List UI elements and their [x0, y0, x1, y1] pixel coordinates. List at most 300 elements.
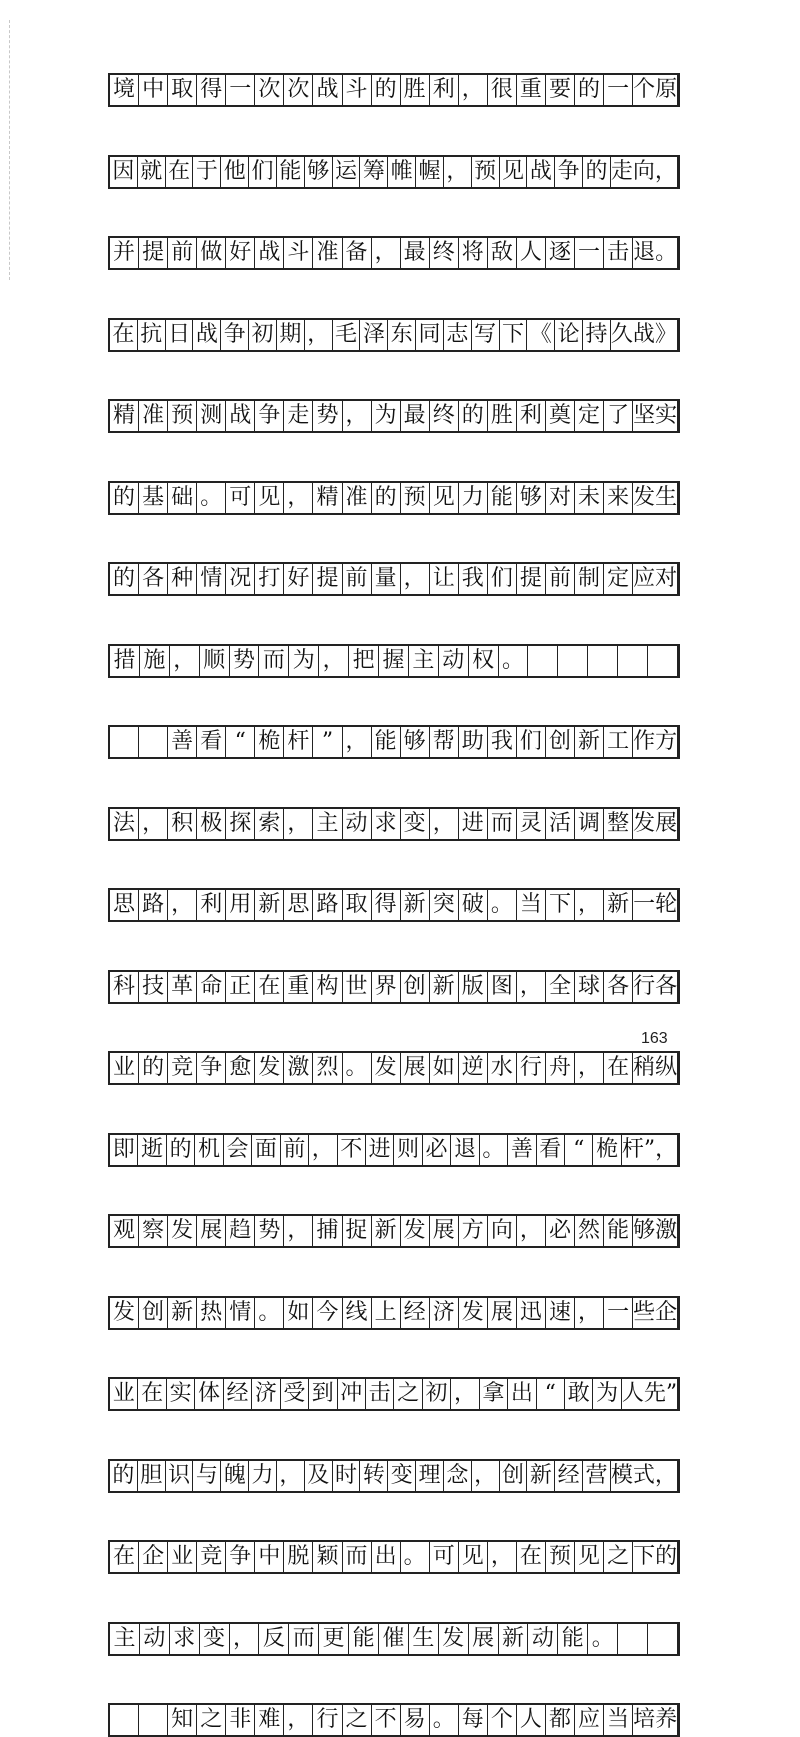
- grid-cell: ，: [305, 320, 333, 350]
- grid-cell: 创: [500, 1461, 528, 1491]
- grid-cell: 争: [555, 157, 583, 187]
- grid-cell: 前: [343, 564, 372, 594]
- grid-cell: 的: [459, 401, 488, 431]
- grid-row: [108, 1377, 680, 1411]
- grid-cell: 。: [401, 1542, 430, 1572]
- grid-row: [108, 1540, 680, 1574]
- grid-cell: 逐: [546, 238, 575, 268]
- grid-cell: 人: [517, 238, 546, 268]
- grid-cell: 一: [604, 1298, 633, 1328]
- grid-cell: 他: [221, 157, 249, 187]
- grid-row: [108, 1703, 680, 1737]
- grid-row: [108, 644, 680, 678]
- grid-cell: 生: [409, 1624, 439, 1654]
- grid-cell: 日: [166, 320, 194, 350]
- grid-cell: 机: [195, 1135, 223, 1165]
- grid-cell: 写: [472, 320, 500, 350]
- grid-cell: 未: [575, 483, 604, 513]
- grid-cell: 终: [430, 401, 459, 431]
- grid-cell: 观: [110, 1216, 139, 1246]
- grid-cell: 行: [517, 1053, 546, 1083]
- grid-cell: 发: [255, 1053, 284, 1083]
- grid-cell: 利: [430, 75, 459, 105]
- grid-row: [108, 399, 680, 433]
- grid-cell: 志: [444, 320, 472, 350]
- grid-cell: 在: [255, 972, 284, 1002]
- grid-row: [108, 1622, 680, 1656]
- manuscript-grid: [108, 73, 680, 1737]
- grid-cell: 发: [372, 1053, 401, 1083]
- grid-cell: 助: [459, 727, 488, 757]
- grid-cell: 定: [575, 401, 604, 431]
- grid-cell: 经: [555, 1461, 583, 1491]
- grid-cell: 运: [333, 157, 361, 187]
- grid-cell: 。: [197, 483, 226, 513]
- grid-cell: 发: [401, 1216, 430, 1246]
- grid-cell: 胜: [488, 401, 517, 431]
- grid-cell: 作方: [633, 727, 678, 757]
- grid-cell: 不: [372, 1705, 401, 1735]
- grid-cell: 前: [546, 564, 575, 594]
- grid-cell: 如: [430, 1053, 459, 1083]
- grid-cell: 路: [313, 890, 342, 920]
- grid-cell: 动: [140, 1624, 170, 1654]
- grid-cell: 线: [343, 1298, 372, 1328]
- grid-cell: 新: [430, 972, 459, 1002]
- grid-cell: 用: [226, 890, 255, 920]
- grid-cell: 次: [255, 75, 284, 105]
- grid-cell: 法: [110, 809, 139, 839]
- grid-cell: 工: [604, 727, 633, 757]
- grid-cell: 新: [372, 1216, 401, 1246]
- grid-cell: ，: [451, 1379, 479, 1409]
- grid-cell: 们: [517, 727, 546, 757]
- grid-cell: 趋: [226, 1216, 255, 1246]
- grid-cell: 技: [139, 972, 168, 1002]
- grid-cell: 舟: [546, 1053, 575, 1083]
- grid-cell: 。: [488, 890, 517, 920]
- grid-cell: 求: [170, 1624, 200, 1654]
- grid-cell: 战: [527, 157, 555, 187]
- grid-cell: 走: [284, 401, 313, 431]
- grid-cell: 最: [401, 238, 430, 268]
- grid-cell: 行: [313, 1705, 342, 1735]
- grid-cell: 奠: [546, 401, 575, 431]
- grid-cell: 的: [167, 1135, 195, 1165]
- grid-cell: ，: [575, 1053, 604, 1083]
- grid-cell: 体: [195, 1379, 223, 1409]
- grid-cell: 势: [230, 646, 260, 676]
- grid-cell: 战: [226, 401, 255, 431]
- grid-cell: ，: [277, 1461, 305, 1491]
- grid-cell: 次: [284, 75, 313, 105]
- grid-cell: ，: [284, 1705, 313, 1735]
- grid-cell: 斗: [343, 75, 372, 105]
- grid-cell: 新: [527, 1461, 555, 1491]
- grid-cell: 更: [319, 1624, 349, 1654]
- grid-cell: 退: [451, 1135, 479, 1165]
- grid-cell: 新: [499, 1624, 529, 1654]
- binding-margin-line: [9, 20, 10, 280]
- grid-cell: 于: [193, 157, 221, 187]
- grid-row: [108, 1459, 680, 1493]
- grid-cell: ，: [343, 401, 372, 431]
- grid-cell: 变: [401, 809, 430, 839]
- grid-cell: ，: [444, 157, 472, 187]
- grid-cell: 方: [459, 1216, 488, 1246]
- grid-cell: 础: [168, 483, 197, 513]
- grid-cell: 理: [416, 1461, 444, 1491]
- grid-cell: 界: [372, 972, 401, 1002]
- grid-cell: 各: [604, 972, 633, 1002]
- grid-cell: 命: [197, 972, 226, 1002]
- grid-cell: 把: [349, 646, 379, 676]
- grid-cell: 的: [110, 1461, 138, 1491]
- grid-cell: “: [226, 727, 255, 757]
- grid-cell: [139, 1705, 168, 1735]
- grid-cell: 可: [430, 1542, 459, 1572]
- grid-cell: 破: [459, 890, 488, 920]
- grid-cell: 创: [139, 1298, 168, 1328]
- grid-cell: 将: [459, 238, 488, 268]
- grid-cell: 行各: [633, 972, 678, 1002]
- grid-cell: 持: [583, 320, 611, 350]
- grid-cell: 预: [472, 157, 500, 187]
- grid-cell: 争: [197, 1053, 226, 1083]
- grid-cell: 帷: [388, 157, 416, 187]
- grid-cell: 可: [226, 483, 255, 513]
- grid-row: [108, 1214, 680, 1248]
- grid-cell: 期: [277, 320, 305, 350]
- grid-cell: 制: [575, 564, 604, 594]
- grid-cell: 境: [110, 75, 139, 105]
- grid-cell: [648, 1624, 678, 1654]
- grid-cell: 施: [140, 646, 170, 676]
- grid-cell: ，: [401, 564, 430, 594]
- grid-cell: 面: [252, 1135, 280, 1165]
- grid-cell: 下: [500, 320, 528, 350]
- grid-cell: 在: [110, 1542, 139, 1572]
- grid-cell: 论: [555, 320, 583, 350]
- grid-cell: 提: [517, 564, 546, 594]
- grid-cell: ，: [488, 1542, 517, 1572]
- grid-cell: 捉: [343, 1216, 372, 1246]
- grid-cell: 为: [289, 646, 319, 676]
- grid-cell: [110, 1705, 139, 1735]
- grid-cell: ，: [309, 1135, 337, 1165]
- grid-cell: 中: [255, 1542, 284, 1572]
- grid-cell: 主: [409, 646, 439, 676]
- grid-cell: 展: [401, 1053, 430, 1083]
- grid-cell: 极: [197, 809, 226, 839]
- grid-cell: 。: [480, 1135, 508, 1165]
- grid-cell: 激: [284, 1053, 313, 1083]
- grid-cell: 整: [604, 809, 633, 839]
- grid-cell: 到: [309, 1379, 337, 1409]
- grid-cell: 重: [284, 972, 313, 1002]
- grid-cell: 出: [372, 1542, 401, 1572]
- grid-cell: 动: [528, 1624, 558, 1654]
- grid-cell: 备: [343, 238, 372, 268]
- grid-cell: 人先”: [622, 1379, 678, 1409]
- grid-cell: ”: [313, 727, 342, 757]
- grid-cell: 个: [488, 1705, 517, 1735]
- grid-cell: 正: [226, 972, 255, 1002]
- grid-cell: 势: [313, 401, 342, 431]
- grid-cell: 抗: [138, 320, 166, 350]
- grid-cell: 发生: [633, 483, 678, 513]
- grid-cell: 能: [277, 157, 305, 187]
- grid-cell: 应: [575, 1705, 604, 1735]
- grid-cell: 则: [394, 1135, 422, 1165]
- grid-cell: 终: [430, 238, 459, 268]
- grid-cell: 筹: [360, 157, 388, 187]
- grid-cell: 动: [343, 809, 372, 839]
- grid-cell: 在: [138, 1379, 166, 1409]
- grid-cell: 战: [255, 238, 284, 268]
- grid-cell: 受: [281, 1379, 309, 1409]
- grid-cell: ，: [517, 1216, 546, 1246]
- grid-cell: 泽: [360, 320, 388, 350]
- grid-cell: 见: [575, 1542, 604, 1572]
- grid-cell: ，: [575, 890, 604, 920]
- grid-cell: 争: [226, 1542, 255, 1572]
- grid-cell: 要: [546, 75, 575, 105]
- grid-cell: 就: [138, 157, 166, 187]
- grid-cell: 济: [430, 1298, 459, 1328]
- grid-cell: ，: [284, 483, 313, 513]
- grid-cell: 最: [401, 401, 430, 431]
- grid-cell: 我: [488, 727, 517, 757]
- grid-cell: 初: [423, 1379, 451, 1409]
- grid-cell: 之: [343, 1705, 372, 1735]
- grid-cell: 况: [226, 564, 255, 594]
- grid-cell: 难: [255, 1705, 284, 1735]
- grid-cell: 知: [168, 1705, 197, 1735]
- grid-cell: 们: [488, 564, 517, 594]
- grid-cell: 桅: [255, 727, 284, 757]
- grid-cell: 定: [604, 564, 633, 594]
- grid-cell: 思: [284, 890, 313, 920]
- grid-cell: 准: [139, 401, 168, 431]
- grid-cell: 势: [255, 1216, 284, 1246]
- grid-cell: 之: [197, 1705, 226, 1735]
- grid-cell: 一: [604, 75, 633, 105]
- grid-cell: 培养: [633, 1705, 678, 1735]
- grid-cell: 会: [224, 1135, 252, 1165]
- grid-cell: 营: [583, 1461, 611, 1491]
- grid-cell: 见: [459, 1542, 488, 1572]
- grid-cell: 战: [313, 75, 342, 105]
- grid-cell: 利: [197, 890, 226, 920]
- grid-cell: ，: [319, 646, 349, 676]
- grid-cell: 击: [604, 238, 633, 268]
- grid-cell: ，: [517, 972, 546, 1002]
- grid-row: [108, 970, 680, 1004]
- grid-cell: 稍纵: [633, 1053, 678, 1083]
- grid-cell: 《: [527, 320, 555, 350]
- grid-cell: 即: [110, 1135, 138, 1165]
- grid-cell: ，: [284, 809, 313, 839]
- grid-cell: 而: [343, 1542, 372, 1572]
- grid-cell: 能: [349, 1624, 379, 1654]
- grid-cell: 。: [343, 1053, 372, 1083]
- grid-cell: 措: [110, 646, 140, 676]
- grid-cell: 初: [249, 320, 277, 350]
- grid-cell: 测: [197, 401, 226, 431]
- grid-cell: 见: [255, 483, 284, 513]
- grid-cell: 索: [255, 809, 284, 839]
- grid-cell: 反: [259, 1624, 289, 1654]
- grid-cell: 拿: [480, 1379, 508, 1409]
- grid-cell: ，: [575, 1298, 604, 1328]
- grid-cell: 前: [168, 238, 197, 268]
- grid-cell: 之: [604, 1542, 633, 1572]
- grid-cell: 业: [110, 1379, 138, 1409]
- grid-cell: 烈: [313, 1053, 342, 1083]
- grid-cell: 让: [430, 564, 459, 594]
- grid-cell: [528, 646, 558, 676]
- grid-cell: 竞: [197, 1542, 226, 1572]
- grid-cell: 求: [372, 809, 401, 839]
- grid-cell: 看: [537, 1135, 565, 1165]
- grid-cell: 科: [110, 972, 139, 1002]
- grid-cell: 我: [459, 564, 488, 594]
- grid-cell: 善: [508, 1135, 536, 1165]
- grid-cell: 敢: [565, 1379, 593, 1409]
- grid-cell: 够: [517, 483, 546, 513]
- grid-cell: 下的: [633, 1542, 678, 1572]
- grid-cell: 杆”，: [622, 1135, 678, 1165]
- grid-cell: 路: [139, 890, 168, 920]
- grid-cell: 一: [226, 75, 255, 105]
- grid-cell: 久战》: [611, 320, 678, 350]
- grid-cell: 能: [604, 1216, 633, 1246]
- grid-cell: 个原: [633, 75, 678, 105]
- grid-cell: ，: [284, 1216, 313, 1246]
- grid-row: [108, 1051, 680, 1085]
- grid-cell: 展: [488, 1298, 517, 1328]
- grid-cell: 都: [546, 1705, 575, 1735]
- grid-cell: ，: [459, 75, 488, 105]
- grid-cell: 一: [575, 238, 604, 268]
- grid-cell: 突: [430, 890, 459, 920]
- grid-cell: 下: [546, 890, 575, 920]
- grid-cell: 力: [249, 1461, 277, 1491]
- grid-cell: 看: [197, 727, 226, 757]
- grid-cell: 的: [372, 75, 401, 105]
- grid-cell: 版: [459, 972, 488, 1002]
- grid-cell: 幄: [416, 157, 444, 187]
- grid-row: [108, 236, 680, 270]
- grid-cell: ，: [139, 809, 168, 839]
- grid-cell: 全: [546, 972, 575, 1002]
- grid-cell: 力: [459, 483, 488, 513]
- grid-cell: 模式，: [611, 1461, 678, 1491]
- grid-row: [108, 318, 680, 352]
- grid-cell: 创: [401, 972, 430, 1002]
- grid-cell: 展: [197, 1216, 226, 1246]
- grid-cell: 们: [249, 157, 277, 187]
- grid-cell: 同: [416, 320, 444, 350]
- grid-cell: 毛: [333, 320, 361, 350]
- grid-cell: 并: [110, 238, 139, 268]
- grid-cell: 好: [284, 564, 313, 594]
- grid-cell: ，: [170, 646, 200, 676]
- grid-cell: 察: [139, 1216, 168, 1246]
- grid-cell: 退。: [633, 238, 678, 268]
- grid-cell: 的: [110, 564, 139, 594]
- grid-cell: 够: [401, 727, 430, 757]
- grid-cell: [588, 646, 618, 676]
- grid-cell: [648, 646, 678, 676]
- grid-cell: 为: [372, 401, 401, 431]
- grid-cell: ，: [472, 1461, 500, 1491]
- grid-row: [108, 888, 680, 922]
- grid-cell: “: [565, 1135, 593, 1165]
- grid-cell: 发: [168, 1216, 197, 1246]
- grid-cell: 及: [305, 1461, 333, 1491]
- grid-cell: ，: [343, 727, 372, 757]
- grid-cell: 提: [313, 564, 342, 594]
- grid-cell: [139, 727, 168, 757]
- grid-cell: 够激: [633, 1216, 678, 1246]
- grid-cell: 不: [338, 1135, 366, 1165]
- grid-row: [108, 73, 680, 107]
- grid-cell: [558, 646, 588, 676]
- grid-cell: 预: [401, 483, 430, 513]
- grid-cell: [618, 1624, 648, 1654]
- grid-cell: 当: [604, 1705, 633, 1735]
- grid-cell: 能: [558, 1624, 588, 1654]
- grid-cell: 坚实: [633, 401, 678, 431]
- grid-cell: 济: [252, 1379, 280, 1409]
- grid-cell: 出: [508, 1379, 536, 1409]
- grid-cell: 准: [343, 483, 372, 513]
- grid-cell: 的: [139, 1053, 168, 1083]
- grid-cell: 战: [193, 320, 221, 350]
- grid-cell: 逆: [459, 1053, 488, 1083]
- grid-cell: 进: [459, 809, 488, 839]
- grid-cell: 为: [593, 1379, 621, 1409]
- grid-cell: 胆: [138, 1461, 166, 1491]
- grid-cell: 图: [488, 972, 517, 1002]
- grid-cell: 革: [168, 972, 197, 1002]
- grid-cell: 迅: [517, 1298, 546, 1328]
- grid-cell: 冲: [338, 1379, 366, 1409]
- grid-cell: 转: [360, 1461, 388, 1491]
- grid-cell: 思: [110, 890, 139, 920]
- grid-cell: 经: [224, 1379, 252, 1409]
- grid-cell: 脱: [284, 1542, 313, 1572]
- grid-cell: 中: [139, 75, 168, 105]
- grid-cell: 而: [289, 1624, 319, 1654]
- grid-cell: 与: [193, 1461, 221, 1491]
- grid-cell: 预: [546, 1542, 575, 1572]
- grid-cell: 准: [313, 238, 342, 268]
- grid-cell: 变: [388, 1461, 416, 1491]
- grid-cell: 顺: [200, 646, 230, 676]
- grid-cell: 颖: [313, 1542, 342, 1572]
- grid-cell: 易: [401, 1705, 430, 1735]
- grid-cell: 新: [575, 727, 604, 757]
- grid-cell: 情: [197, 564, 226, 594]
- grid-cell: 灵: [517, 809, 546, 839]
- grid-cell: 逝: [138, 1135, 166, 1165]
- grid-cell: 打: [255, 564, 284, 594]
- grid-cell: 做: [197, 238, 226, 268]
- grid-cell: 而: [488, 809, 517, 839]
